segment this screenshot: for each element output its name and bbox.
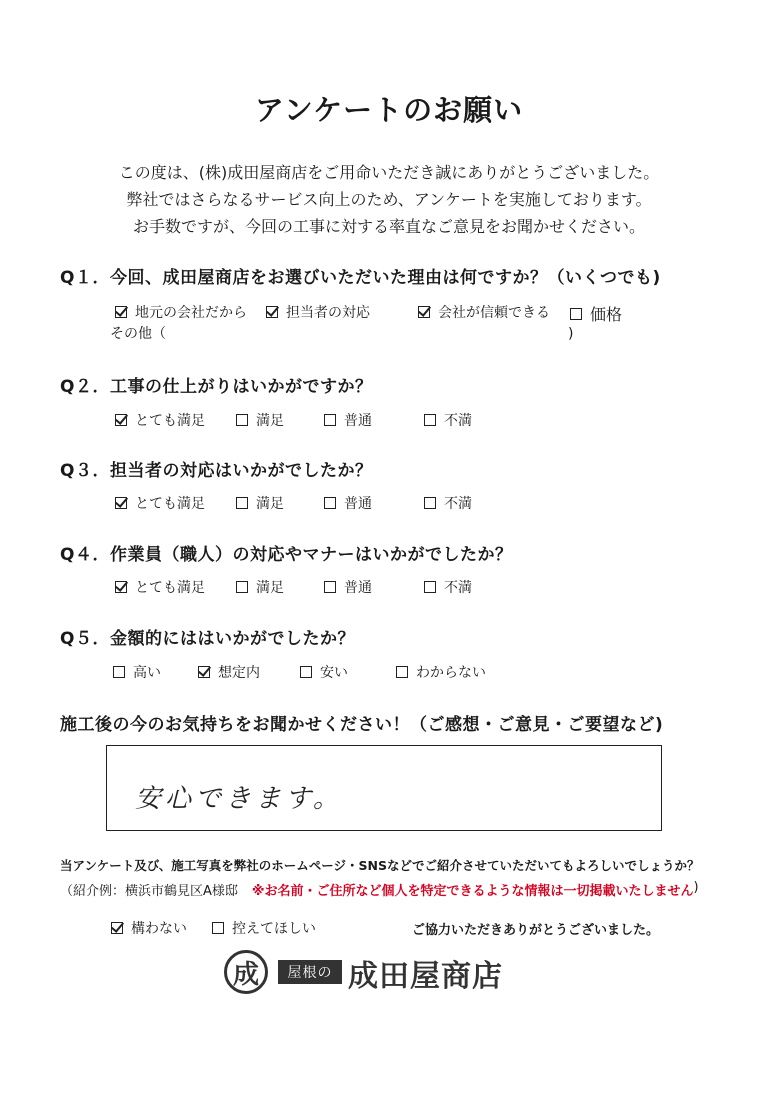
checkbox-icon (324, 497, 336, 509)
q5-option-label: わからない (416, 665, 486, 681)
q5-option-unknown[interactable] (396, 662, 486, 682)
comment-prompt: 施工後の今のお気持ちをお聞かせください！（ご感想・ご意見・ご要望など) (60, 715, 664, 735)
q5-label: Q５．金額的にははいかがでしたか？ (60, 629, 355, 649)
q2-option-neutral[interactable] (324, 410, 372, 430)
consent-note: ※お名前・ご住所など個人を特定できるような情報は一切掲載いたしません (251, 884, 694, 899)
q2-option-very-satisfied[interactable] (115, 410, 205, 430)
consent-example: （紹介例：横浜市鶴見区A様邸 (60, 884, 238, 899)
consent-note-close: ) (693, 880, 699, 895)
checkbox-icon (324, 414, 336, 426)
q5-option-as-expected[interactable] (198, 662, 260, 682)
q2-option-satisfied[interactable] (236, 410, 284, 430)
thanks-text: ご協力いただきありがとうございました。 (412, 923, 660, 938)
q2-option-label: 普通 (344, 413, 372, 429)
company-logo-name: 成田屋商店 (348, 959, 503, 994)
company-logo-mark: 成 (224, 950, 268, 994)
checkbox-checked-icon (115, 306, 127, 318)
checkbox-icon (212, 922, 224, 934)
checkbox-checked-icon (111, 922, 123, 934)
q1-option-label: 会社が信頼できる (438, 305, 550, 321)
q5-option-cheap[interactable] (300, 662, 348, 682)
checkbox-icon (424, 497, 436, 509)
q3-option-dissatisfied[interactable] (424, 493, 472, 513)
checkbox-icon (396, 666, 408, 678)
q2-label: Q２．工事の仕上がりはいかがですか？ (60, 377, 373, 397)
q1-option-label: 担当者の対応 (286, 305, 370, 321)
q4-option-label: 満足 (256, 580, 284, 596)
q2-option-label: とても満足 (135, 413, 205, 429)
checkbox-checked-icon (198, 666, 210, 678)
page-title: アンケートのお願い (254, 93, 524, 127)
consent-option-label: 控えてほしい (232, 921, 316, 937)
checkbox-icon (236, 497, 248, 509)
checkbox-icon (424, 581, 436, 593)
q1-option-label: 価格 (590, 305, 623, 324)
consent-question: 当アンケート及び、施工写真を弊社のホームページ・SNSなどでご紹介させていただいてもよろしいでしょうか？ (60, 858, 700, 873)
checkbox-icon (236, 581, 248, 593)
q2-option-dissatisfied[interactable] (424, 410, 472, 430)
checkbox-checked-icon (115, 581, 127, 593)
checkbox-checked-icon (115, 497, 127, 509)
q4-option-label: とても満足 (135, 580, 205, 596)
q1-option-staff[interactable] (266, 302, 370, 322)
q1-option-price[interactable] (570, 302, 622, 325)
consent-example-line (60, 880, 699, 899)
q5-option-expensive[interactable] (113, 662, 161, 682)
checkbox-icon (570, 308, 582, 320)
checkbox-icon (300, 666, 312, 678)
q4-option-neutral[interactable] (324, 577, 372, 597)
q1-label: Q１．今回、成田屋商店をお選びいただいた理由は何ですか？（いくつでも) (60, 268, 661, 288)
q3-option-very-satisfied[interactable] (115, 493, 205, 513)
checkbox-icon (113, 666, 125, 678)
q3-option-label: 普通 (344, 496, 372, 512)
q4-option-dissatisfied[interactable] (424, 577, 472, 597)
checkbox-icon (424, 414, 436, 426)
q2-option-label: 不満 (444, 413, 472, 429)
q4-label: Q４．作業員（職人）の対応やマナーはいかがでしたか？ (60, 545, 513, 565)
q4-option-satisfied[interactable] (236, 577, 284, 597)
comment-answer: 安心できます。 (135, 784, 343, 814)
q3-label: Q３．担当者の対応はいかがでしたか？ (60, 461, 373, 481)
intro-line-2: 弊社ではさらなるサービス向上のため、アンケートを実施しております。 (126, 190, 652, 209)
q3-option-label: 不満 (444, 496, 472, 512)
q1-other-label: その他（ (110, 326, 166, 342)
q5-option-label: 高い (133, 665, 161, 681)
consent-option-ok[interactable] (111, 918, 187, 938)
q2-option-label: 満足 (256, 413, 284, 429)
q4-option-label: 普通 (344, 580, 372, 596)
q4-option-label: 不満 (444, 580, 472, 596)
q1-other-close: ) (568, 326, 574, 342)
q3-option-label: とても満足 (135, 496, 205, 512)
q3-option-neutral[interactable] (324, 493, 372, 513)
q1-option-label: 地元の会社だから (135, 305, 247, 321)
q1-option-local[interactable] (115, 302, 247, 322)
checkbox-checked-icon (115, 414, 127, 426)
consent-option-label: 構わない (131, 921, 187, 937)
q3-option-satisfied[interactable] (236, 493, 284, 513)
intro-line-3: お手数ですが、今回の工事に対する率直なご意見をお聞かせください。 (132, 217, 645, 236)
checkbox-checked-icon (266, 306, 278, 318)
q5-option-label: 想定内 (218, 665, 260, 681)
q3-option-label: 満足 (256, 496, 284, 512)
q4-option-very-satisfied[interactable] (115, 577, 205, 597)
company-logo-sub: 屋根の (278, 960, 342, 984)
checkbox-checked-icon (418, 306, 430, 318)
consent-option-decline[interactable] (212, 918, 316, 938)
q5-option-label: 安い (320, 665, 348, 681)
checkbox-icon (324, 581, 336, 593)
intro-line-1: この度は、(株)成田屋商店をご用命いただき誠にありがとうございました。 (118, 163, 660, 182)
q1-option-trust[interactable] (418, 302, 550, 322)
checkbox-icon (236, 414, 248, 426)
